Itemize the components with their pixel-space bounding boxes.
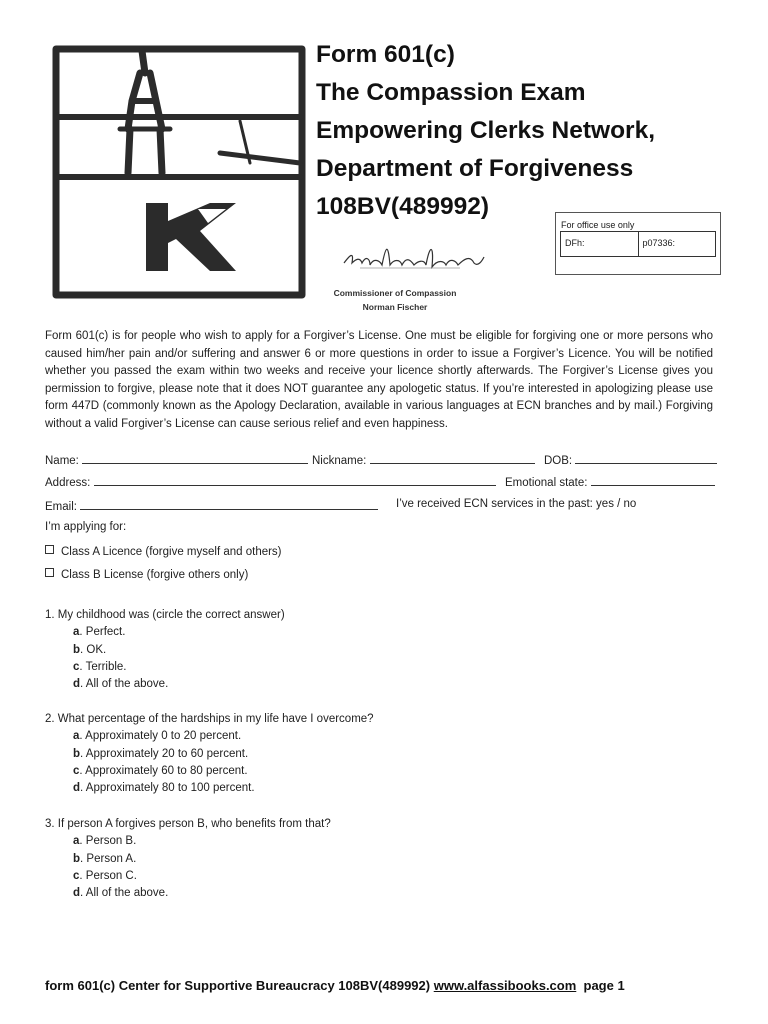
footer-website-link[interactable]: www.alfassibooks.com (433, 978, 577, 993)
class-a-option[interactable] (45, 545, 282, 558)
footer-text: form 601(c) Center for Supportive Bureaucracy 108BV(489992) (45, 978, 434, 993)
question-1-option-d[interactable]: d. All of the above. (73, 678, 169, 691)
footer-page-number: page 1 (576, 978, 625, 993)
question-2-option-c[interactable]: c. Approximately 60 to 80 percent. (73, 764, 248, 777)
signature-title: Commissioner of Compassion (333, 288, 457, 298)
signature-name: Norman Fischer (362, 302, 428, 312)
office-cell-dfh: DFh: (565, 238, 585, 248)
office-cell-code: p07336: (638, 232, 716, 256)
office-use-grid (560, 231, 716, 257)
email-label: Email: (45, 501, 77, 513)
question-2-text: 2. What percentage of the hardships in my life have I overcome? (45, 713, 374, 725)
question-1-option-a[interactable]: a. Perfect. (73, 626, 126, 639)
name-label: Name: (45, 455, 79, 467)
dob-label: DOB: (544, 455, 573, 467)
class-b-option[interactable] (45, 568, 248, 581)
name-field[interactable] (45, 452, 308, 467)
commissioner-signature (340, 237, 485, 273)
address-label: Address: (45, 477, 91, 489)
question-3-option-a[interactable]: a. Person B. (73, 835, 137, 848)
dob-line[interactable] (575, 452, 717, 464)
nickname-line[interactable] (370, 452, 535, 464)
question-1 (45, 607, 285, 693)
title-line-department: Department of Forgiveness (316, 155, 634, 182)
question-2-option-d[interactable]: d. Approximately 80 to 100 percent. (73, 782, 255, 795)
class-a-label: Class A Licence (forgive myself and others) (61, 546, 282, 558)
address-field[interactable] (45, 474, 496, 489)
title-line-network: Empowering Clerks Network, (316, 117, 656, 144)
email-line[interactable] (80, 498, 378, 510)
class-a-checkbox[interactable] (45, 545, 54, 554)
dob-field[interactable] (544, 452, 717, 467)
title-line-form: Form 601(c) (316, 41, 455, 68)
name-line[interactable] (82, 452, 308, 464)
page-footer (45, 978, 625, 993)
question-3-text: 3. If person A forgives person B, who benefits from that? (45, 818, 331, 830)
question-3-option-d[interactable]: d. All of the above. (73, 887, 169, 900)
office-use-heading: For office use only (561, 220, 635, 230)
address-line[interactable] (94, 474, 496, 486)
question-3-option-b[interactable]: b. Person A. (73, 852, 137, 865)
applying-label: I’m applying for: (45, 521, 127, 533)
office-use-box (555, 212, 721, 275)
question-2-option-b[interactable]: b. Approximately 20 to 60 percent. (73, 747, 249, 760)
intro-paragraph: Form 601(c) is for people who wish to apply for a Forgiver’s License. One must be eligible for forgiving one or more persons who caused him/her pain and/or suffering and answer 6 or more questions in order to issue a Forgiver’s Licence. You will be notified whether you passed the exam within two weeks and receive your licence shortly afterwards. The Forgiver’s License gives you permission to forgive, please note that it does NOT guarantee any apologetic status. If you’re interested in apologizing please use form 447D (commonly known as the Apology Declaration, available in various languages at ECN branches and by mail.) Forgiving without a valid Forgiver’s License can cause serious relief and even happiness. (45, 330, 713, 430)
nickname-label: Nickname: (312, 455, 367, 467)
question-1-option-c[interactable]: c. Terrible. (73, 660, 127, 673)
class-b-checkbox[interactable] (45, 568, 54, 577)
class-b-label: Class B License (forgive others only) (61, 569, 249, 581)
question-2 (45, 711, 374, 797)
title-line-exam: The Compassion Exam (316, 79, 586, 106)
form-title (316, 36, 655, 226)
signature-caption (320, 286, 470, 314)
question-2-option-a[interactable]: a. Approximately 0 to 20 percent. (73, 730, 242, 743)
emotional-state-label: Emotional state: (505, 477, 588, 489)
emotional-state-field[interactable] (505, 474, 715, 489)
question-1-text: 1. My childhood was (circle the correct answer) (45, 609, 285, 621)
email-field[interactable] (45, 498, 378, 513)
services-field[interactable] (396, 498, 636, 510)
title-line-code: 108BV(489992) (316, 193, 489, 220)
nickname-field[interactable] (312, 452, 535, 467)
question-3 (45, 816, 331, 902)
question-3-option-c[interactable]: c. Person C. (73, 869, 137, 882)
department-logo (50, 43, 308, 301)
emotional-state-line[interactable] (591, 474, 715, 486)
services-label: I’ve received ECN services in the past: yes / no (396, 498, 637, 510)
question-1-option-b[interactable]: b. OK. (73, 643, 107, 656)
